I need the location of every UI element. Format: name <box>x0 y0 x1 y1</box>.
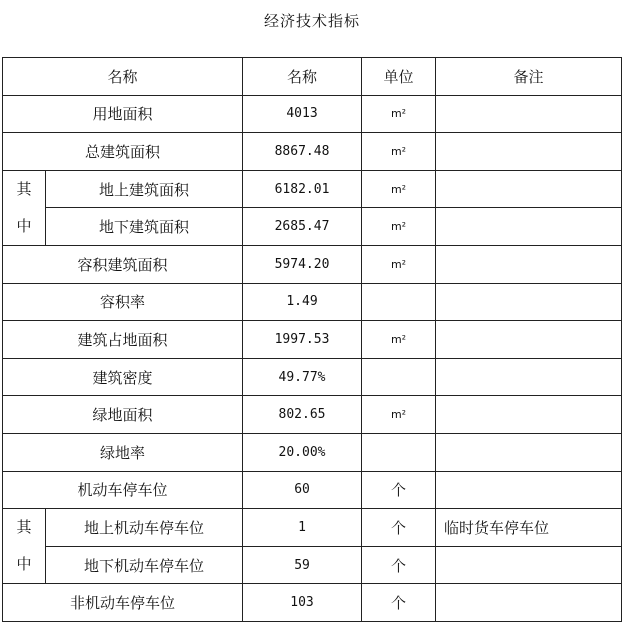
row-unit: m² <box>362 245 436 283</box>
row-name: 绿地面积 <box>3 396 243 434</box>
row-remark <box>436 170 622 208</box>
table-row <box>3 283 622 321</box>
table-row <box>3 170 622 208</box>
row-value: 1.49 <box>243 283 362 321</box>
row-name: 建筑占地面积 <box>3 321 243 359</box>
row-unit: 个 <box>362 546 436 584</box>
row-value: 60 <box>243 471 362 509</box>
header-row <box>3 58 622 96</box>
row-remark <box>436 95 622 133</box>
table-row <box>3 208 622 246</box>
row-remark <box>436 321 622 359</box>
row-value: 103 <box>243 584 362 622</box>
row-name: 机动车停车位 <box>3 471 243 509</box>
row-unit: m² <box>362 396 436 434</box>
table-row <box>3 245 622 283</box>
row-name: 容积率 <box>3 283 243 321</box>
row-remark <box>436 546 622 584</box>
row-value: 5974.20 <box>243 245 362 283</box>
header-value: 名称 <box>243 58 362 96</box>
group-label-char: 其 <box>16 179 32 198</box>
row-name: 非机动车停车位 <box>3 584 243 622</box>
row-value: 6182.01 <box>243 170 362 208</box>
row-value: 2685.47 <box>243 208 362 246</box>
row-remark <box>436 208 622 246</box>
row-name: 绿地率 <box>3 433 243 471</box>
row-name: 用地面积 <box>3 95 243 133</box>
page-title: 经济技术指标 <box>263 12 360 30</box>
row-unit: m² <box>362 170 436 208</box>
group-label-char: 中 <box>16 555 32 574</box>
row-unit: m² <box>362 133 436 171</box>
row-remark <box>436 245 622 283</box>
row-remark <box>436 433 622 471</box>
table-row <box>3 321 622 359</box>
row-value: 59 <box>243 546 362 584</box>
row-remark <box>436 396 622 434</box>
table-row <box>3 396 622 434</box>
table-row <box>3 584 622 622</box>
table-row <box>3 433 622 471</box>
row-unit: m² <box>362 95 436 133</box>
row-name: 建筑密度 <box>3 358 243 396</box>
row-name: 地下机动车停车位 <box>46 546 243 584</box>
row-value: 8867.48 <box>243 133 362 171</box>
header-unit: 单位 <box>362 58 436 96</box>
row-value: 49.77% <box>243 358 362 396</box>
row-unit: 个 <box>362 584 436 622</box>
table-row <box>3 546 622 584</box>
table-row <box>3 471 622 509</box>
row-unit <box>362 433 436 471</box>
row-unit: 个 <box>362 471 436 509</box>
row-value: 1 <box>243 509 362 547</box>
header-name: 名称 <box>3 58 243 96</box>
row-name: 地下建筑面积 <box>46 208 243 246</box>
row-value: 1997.53 <box>243 321 362 359</box>
group-label-cell <box>3 509 46 584</box>
row-remark <box>436 471 622 509</box>
table-row <box>3 95 622 133</box>
row-name: 容积建筑面积 <box>3 245 243 283</box>
row-name: 总建筑面积 <box>3 133 243 171</box>
row-unit: m² <box>362 208 436 246</box>
row-unit <box>362 283 436 321</box>
row-unit: 个 <box>362 509 436 547</box>
table-row <box>3 133 622 171</box>
table-row <box>3 509 622 547</box>
row-value: 802.65 <box>243 396 362 434</box>
header-remark: 备注 <box>436 58 622 96</box>
row-remark: 临时货车停车位 <box>436 509 622 547</box>
row-name: 地上建筑面积 <box>46 170 243 208</box>
group-label-char: 中 <box>16 216 32 235</box>
group-label-char: 其 <box>16 518 32 537</box>
row-unit <box>362 358 436 396</box>
row-value: 20.00% <box>243 433 362 471</box>
row-unit: m² <box>362 321 436 359</box>
technical-indicators-table <box>2 57 622 622</box>
row-name: 地上机动车停车位 <box>46 509 243 547</box>
row-remark <box>436 358 622 396</box>
row-remark <box>436 283 622 321</box>
row-remark <box>436 584 622 622</box>
table-row <box>3 358 622 396</box>
group-label-cell <box>3 170 46 245</box>
row-remark <box>436 133 622 171</box>
row-value: 4013 <box>243 95 362 133</box>
